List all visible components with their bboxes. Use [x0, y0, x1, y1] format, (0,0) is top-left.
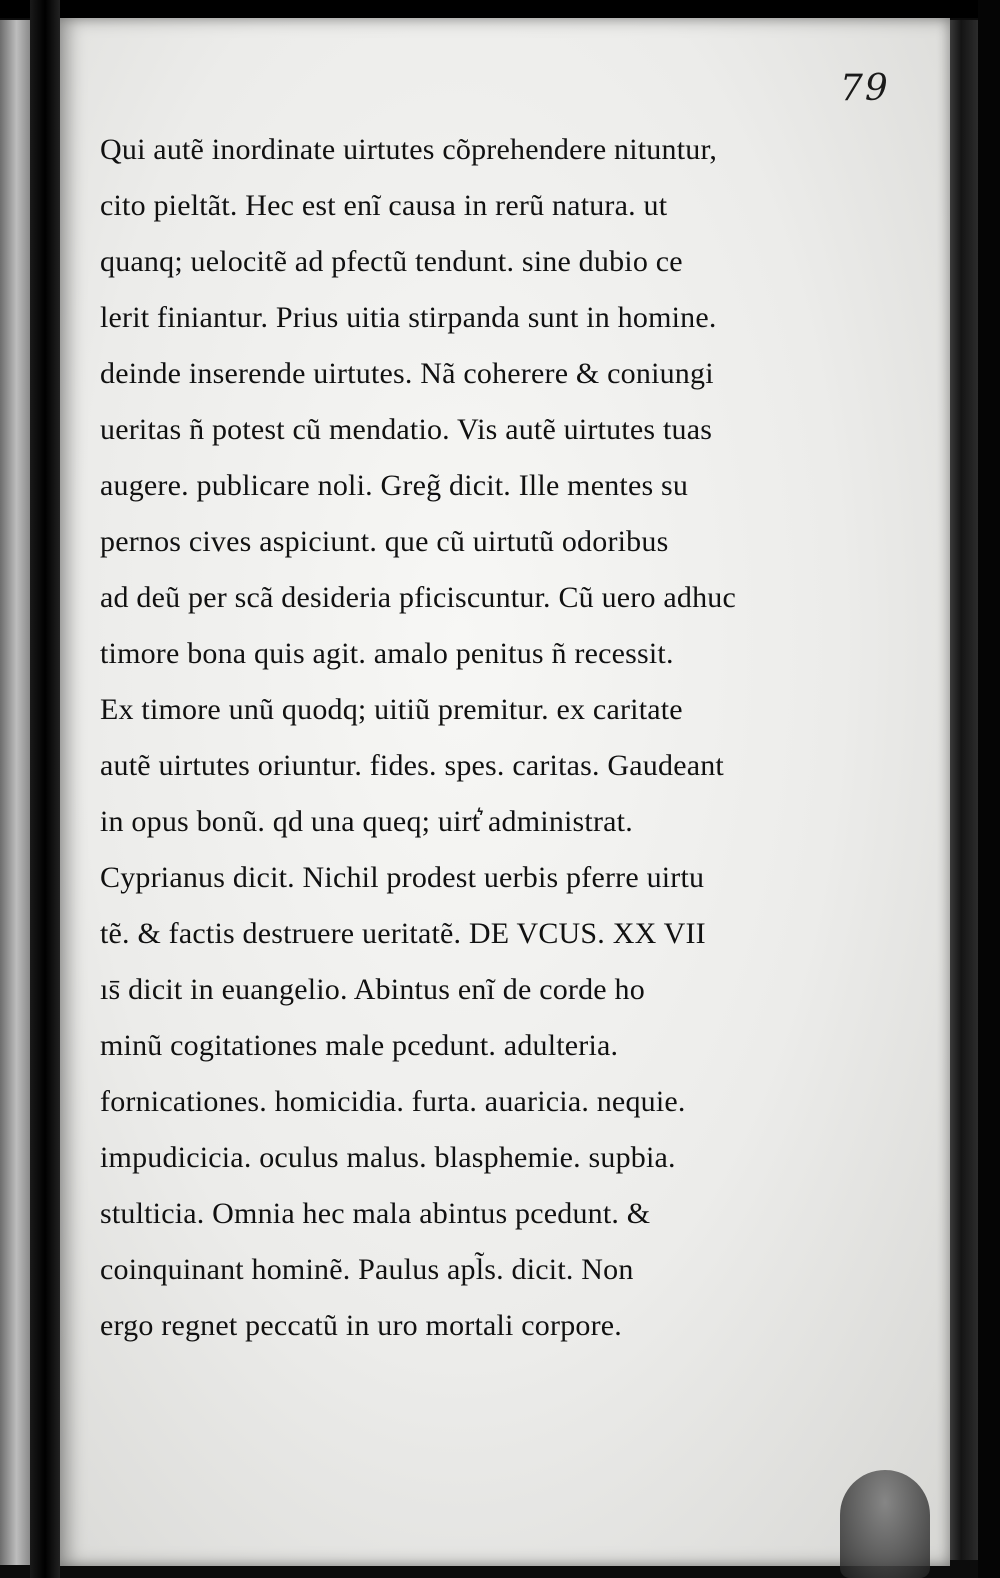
previous-page-edge — [0, 20, 30, 1565]
text-line: impudicicia. oculus malus. blasphemie. supbia. — [100, 1141, 676, 1174]
text-line: ad deũ per scã desideria pficiscuntur. Cũ uero adhuc — [100, 581, 737, 614]
text-line: tẽ. & factis destruere ueritatẽ. DE VCUS. XX VII — [100, 917, 706, 950]
text-line: augere. publicare noli. Greg̃ dicit. Ille mentes su — [100, 469, 689, 502]
text-line: Ex timore unũ quodq; uitiũ premitur. ex caritate — [100, 693, 683, 726]
text-line: autẽ uirtutes oriuntur. fides. spes. caritas. Gaudeant — [100, 749, 724, 782]
manuscript-folio — [60, 18, 950, 1566]
text-line: Qui autẽ inordinate uirtutes cõprehendere nituntur, — [100, 133, 718, 166]
text-line: ıs̄ dicit in euangelio. Abintus enĩ de corde ho — [100, 973, 645, 1006]
text-block — [100, 122, 870, 1354]
text-line: pernos cives aspiciunt. que cũ uirtutũ odoribus — [100, 525, 669, 558]
thumb-image — [840, 1470, 930, 1578]
text-line: in opus bonũ. qd una queq; uirt͛ administrat. — [100, 805, 633, 838]
text-line: ergo regnet peccatũ in uro mortali corpore. — [100, 1309, 622, 1342]
text-line: deinde inserende uirtutes. Nã coherere & coniungi — [100, 357, 714, 390]
text-line: ueritas ñ potest cũ mendatio. Vis autẽ uirtutes tuas — [100, 413, 713, 446]
text-line: cito pieltãt. Hec est enĩ causa in rerũ natura. ut — [100, 189, 668, 222]
text-line: quanq; uelocitẽ ad pfectũ tendunt. sine dubio ce — [100, 245, 683, 278]
text-block-edge — [950, 20, 978, 1560]
text-line: timore bona quis agit. amalo penitus ñ recessit. — [100, 637, 674, 670]
text-line: minũ cogitationes male pcedunt. adulteria. — [100, 1029, 619, 1062]
text-line: Cyprianus dicit. Nichil prodest uerbis pferre uirtu — [100, 861, 705, 894]
binding-gutter — [30, 0, 60, 1578]
text-line: lerit finiantur. Prius uitia stirpanda sunt in homine. — [100, 301, 717, 334]
text-line: fornicationes. homicidia. furta. auaricia. nequie. — [100, 1085, 686, 1118]
text-line: stulticia. Omnia hec mala abintus pcedunt. & — [100, 1197, 651, 1230]
background-right — [978, 0, 1000, 1578]
text-line: coinquinant hominẽ. Paulus apl̃s. dicit. Non — [100, 1253, 634, 1286]
folio-number: 79 — [840, 68, 890, 109]
top-shadow — [0, 0, 1000, 18]
